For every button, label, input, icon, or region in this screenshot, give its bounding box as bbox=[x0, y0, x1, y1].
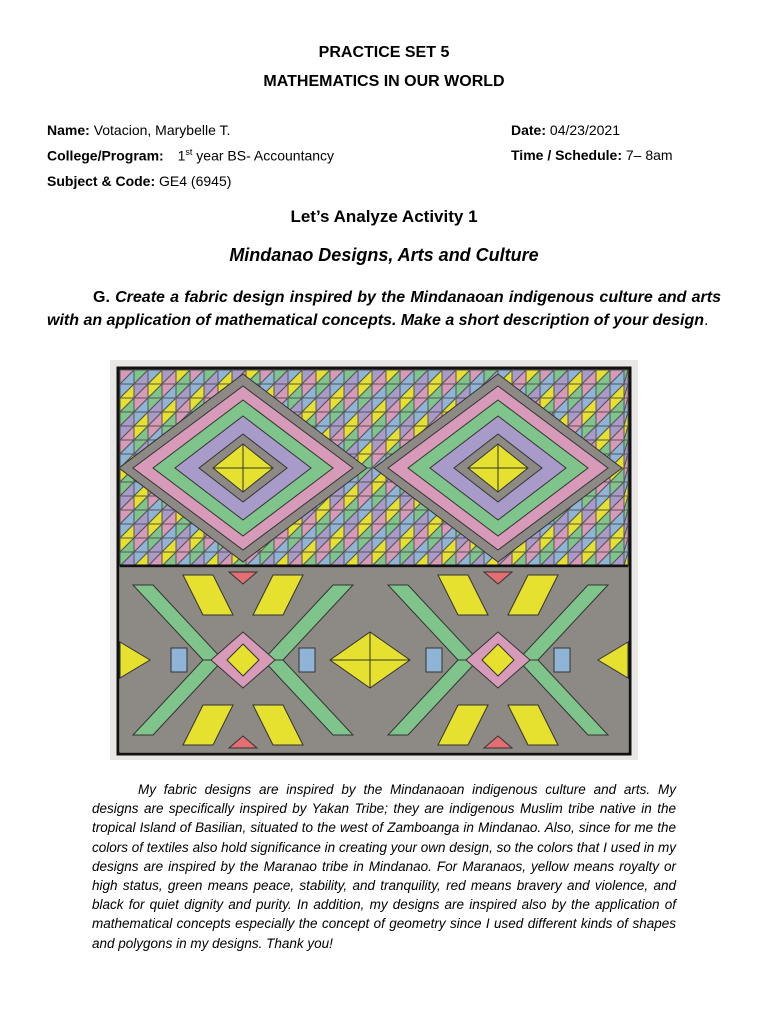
name-label: Name: bbox=[47, 122, 90, 138]
activity-subtitle: Mindanao Designs, Arts and Culture bbox=[229, 245, 539, 265]
blue-block bbox=[426, 648, 442, 672]
blue-block bbox=[171, 648, 187, 672]
subject-value: GE4 (6945) bbox=[159, 173, 232, 189]
program-value: year BS- Accountancy bbox=[192, 147, 335, 164]
program-line bbox=[47, 147, 334, 164]
date-line bbox=[511, 122, 620, 138]
page-subtitle: MATHEMATICS IN OUR WORLD bbox=[263, 73, 505, 90]
fabric-design-photo bbox=[110, 360, 638, 760]
page-title: PRACTICE SET 5 bbox=[318, 44, 450, 61]
activity-title: Let’s Analyze Activity 1 bbox=[290, 207, 478, 226]
blue-block bbox=[554, 648, 570, 672]
program-suffix: st bbox=[185, 147, 193, 157]
program-year: 1 bbox=[177, 147, 186, 164]
design-description: My fabric designs are inspired by the Mindanaoan indigenous culture and arts. My designs are specifically inspired by Yakan Tribe; they are indigenous Muslim tribe native in the tropical Island of Basilian, situated to the west of Zamboanga in Mindanao. Also, since for me the colors of textiles also hold significance in creating your own design, so the colors that I used in my designs are inspired by the Maranao tribe in Mindanao. For Maranaos, yellow means royalty or high status, green means peace, stability, and tranquility, red means bravery and violence, and black for quiet dignity and purity. In addition, my designs are inspired also by the application of mathematical concepts especially the concept of geometry since I used different kinds of shapes and polygons in my designs. Thank you! bbox=[92, 782, 676, 951]
activity-prompt bbox=[47, 286, 721, 332]
name-line bbox=[47, 122, 230, 138]
schedule-value: 7– 8am bbox=[625, 147, 673, 163]
prompt-end: . bbox=[704, 312, 709, 329]
subject-label: Subject & Code: bbox=[47, 173, 156, 189]
blue-block bbox=[299, 648, 315, 672]
item-letter: G. bbox=[93, 289, 110, 306]
date-label: Date: bbox=[511, 122, 547, 138]
schedule-label: Time / Schedule: bbox=[511, 147, 622, 163]
name-value: Votacion, Marybelle T. bbox=[93, 122, 231, 138]
program-label: College/Program: bbox=[47, 147, 164, 164]
schedule-line bbox=[511, 147, 673, 163]
subject-line bbox=[47, 173, 231, 189]
date-value: 04/23/2021 bbox=[549, 122, 620, 138]
prompt-text: Create a fabric design inspired by the Mindanaoan indigenous culture and arts with an application of mathematical concepts. Make a short description of your design bbox=[47, 289, 721, 329]
fabric-design-drawing bbox=[110, 360, 638, 760]
